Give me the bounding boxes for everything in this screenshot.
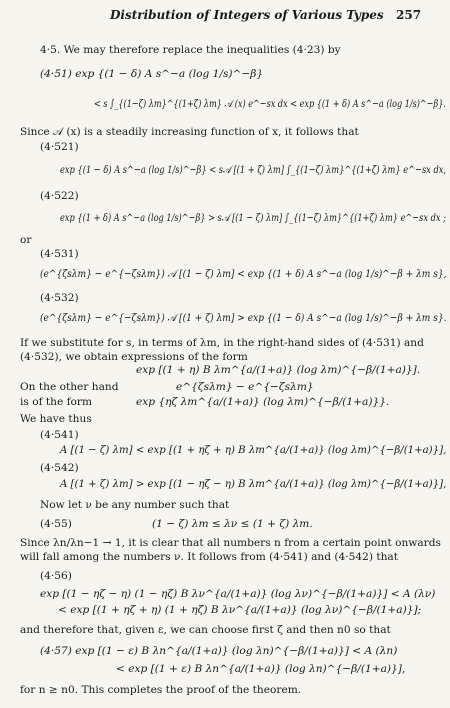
equation-line: exp {ηζ λm^{a/(1+a)} (log λm)^{−β/(1+a)}}. [136, 396, 390, 408]
equation-line: exp {(1 − δ) A s^−a (log 1/s)^−β} < s𝒜 [(1 + ζ) λm] ∫_{(1−ζ) λm}^{(1+ζ) λm} e^−sx dx, [60, 164, 447, 176]
equation-line: (4·51) exp {(1 − δ) A s^−a (log 1/s)^−β} [40, 68, 264, 80]
equation-line: e^{ζsλm} − e^{−ζsλm} [176, 381, 314, 393]
equation-label: (4·531) [40, 248, 79, 260]
equation-line: A [(1 + ζ) λm] > exp [(1 − ηζ − η) B λm^{a/(1+a)} (log λm)^{−β/(1+a)}], [60, 478, 447, 490]
equation-line: < exp [(1 + ηζ + η) (1 + ηζ) B λν^{a/(1+a)} (log λν)^{−β/(1+a)}]; [58, 604, 422, 616]
text-line: or [20, 234, 32, 246]
equation-label: (4·532) [40, 292, 79, 304]
text-line: We have thus [20, 413, 92, 425]
equation-line: exp [(1 + η) B λm^{a/(1+a)} (log λm)^{−β/(1+a)}]. [136, 364, 421, 376]
equation-line: < s ∫_{(1−ζ) λm}^{(1+ζ) λm} 𝒜 (x) e^−sx dx < exp {(1 + δ) A s^−a (log 1/s)^−β}. [94, 98, 446, 110]
equation-label: (4·55) [40, 518, 72, 530]
equation-label: (4·521) [40, 141, 79, 153]
text-line: for n ≥ n0. This completes the proof of the theorem. [20, 684, 302, 696]
text-line: If we substitute for s, in terms of λm, in the right-hand sides of (4·531) and [20, 337, 424, 349]
running-title: Distribution of Integers of Various Types [110, 8, 384, 22]
equation-line: (e^{ζsλm} − e^{−ζsλm}) 𝒜 [(1 − ζ) λm] < exp {(1 + δ) A s^−a (log 1/s)^−β + λm s}, [40, 268, 447, 280]
equation-line: (e^{ζsλm} − e^{−ζsλm}) 𝒜 [(1 + ζ) λm] > exp {(1 − δ) A s^−a (log 1/s)^−β + λm s}. [40, 312, 447, 324]
equation-label: (4·541) [40, 429, 79, 441]
equation-line: < exp [(1 + ε) B λn^{a/(1+a)} (log λn)^{−β/(1+a)}], [116, 663, 406, 675]
equation-label: (4·56) [40, 570, 72, 582]
text-line: (4·532), we obtain expressions of the form [20, 351, 248, 363]
text-line: Since λn/λn−1 → 1, it is clear that all numbers n from a certain point onwards [20, 537, 441, 549]
equation-line: exp [(1 − ηζ − η) (1 − ηζ) B λν^{a/(1+a)} (log λν)^{−β/(1+a)}] < A (λν) [40, 588, 436, 600]
text-line: Since 𝒜 (x) is a steadily increasing function of x, it follows that [20, 126, 359, 138]
page-number: 257 [396, 8, 422, 22]
text-line: 4·5. We may therefore replace the inequalities (4·23) by [40, 44, 341, 56]
equation-line: exp {(1 + δ) A s^−a (log 1/s)^−β} > s𝒜 [(1 − ζ) λm] ∫_{(1−ζ) λm}^{(1+ζ) λm} e^−sx dx ; [60, 212, 446, 224]
text-line: and therefore that, given ε, we can choose first ζ and then n0 so that [20, 624, 391, 636]
text-line: will fall among the numbers ν. It follows from (4·541) and (4·542) that [20, 551, 398, 563]
text-line: Now let ν be any number such that [40, 499, 230, 511]
equation-label: (4·542) [40, 462, 79, 474]
equation-line: A [(1 − ζ) λm] < exp [(1 + ηζ + η) B λm^{a/(1+a)} (log λm)^{−β/(1+a)}], [60, 444, 447, 456]
text-line: is of the form [20, 396, 92, 408]
equation-line: (4·57) exp [(1 − ε) B λn^{a/(1+a)} (log λn)^{−β/(1+a)}] < A (λn) [40, 645, 398, 657]
text-line: On the other hand [20, 381, 119, 393]
equation-label: (4·522) [40, 190, 79, 202]
equation-line: (1 − ζ) λm ≤ λν ≤ (1 + ζ) λm. [152, 518, 313, 530]
